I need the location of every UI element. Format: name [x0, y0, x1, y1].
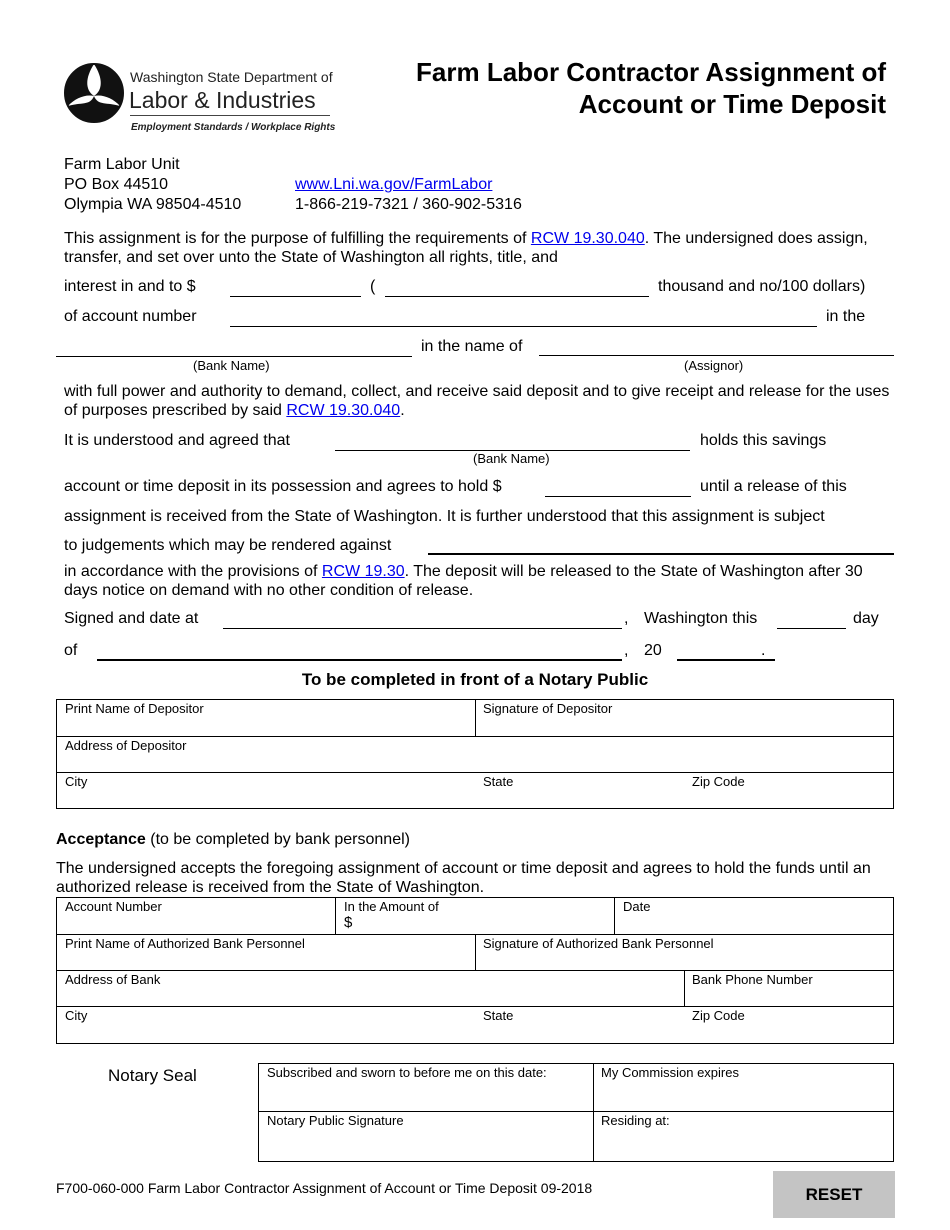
notary-seal-label: Notary Seal [108, 1066, 197, 1085]
city-depositor-label: City [65, 774, 88, 789]
logo-line2: Labor & Industries [129, 87, 316, 113]
zip-bank-label: Zip Code [692, 1008, 745, 1023]
amount-in-words-field[interactable] [385, 296, 649, 297]
day-label: day [853, 610, 879, 627]
residing-label: Residing at: [601, 1113, 670, 1128]
subscribed-label: Subscribed and sworn to before me on this date: [267, 1065, 547, 1080]
state-bank-label: State [483, 1008, 514, 1023]
assignment-received-text: assignment is received from the State of Washington. It is further understood that this assignment is subject [64, 508, 825, 525]
holds-label: holds this savings [700, 432, 827, 449]
purpose-text-end: . The undersigned does assign, transfer, and set over unto the State of Washington all rights, title, and [64, 230, 868, 266]
city-state-zip-depositor-cell[interactable] [56, 772, 894, 809]
print-name-bank-label: Print Name of Authorized Bank Personnel [65, 936, 305, 951]
state-depositor-label: State [483, 774, 514, 789]
authority-text: with full power and authority to demand, collect, and receive said deposit and to give receipt and release for the uses of purposes prescribed by said [64, 383, 890, 419]
judgements-label: to judgements which may be rendered against [64, 537, 392, 554]
signature-bank-label: Signature of Authorized Bank Personnel [483, 936, 714, 951]
rcw-19-30-040-link[interactable]: RCW 19.30.040 [530, 230, 645, 247]
year-period: . [761, 642, 766, 659]
until-label: until a release of this [700, 478, 847, 495]
possession-label: account or time deposit in its possession and agrees to hold $ [64, 478, 502, 495]
provisions-text-start: in accordance with the provisions of [64, 563, 322, 580]
in-the-label: in the [826, 308, 866, 325]
print-name-depositor-label: Print Name of Depositor [65, 701, 204, 716]
bank-phone-label: Bank Phone Number [692, 972, 813, 987]
page-title [416, 56, 886, 120]
title-line2: Account or Time Deposit [578, 89, 886, 119]
authority-period: . [400, 402, 405, 419]
date-cell-label: Date [623, 899, 651, 914]
amount-dollar-sign: $ [344, 914, 353, 931]
bank-name-caption: (Bank Name) [193, 358, 270, 373]
hold-amount-field[interactable] [545, 496, 691, 497]
signed-comma: , [624, 610, 629, 627]
month-field[interactable] [97, 659, 622, 661]
notary-section-heading: To be completed in front of a Notary Public [301, 670, 649, 689]
bank-name-field[interactable] [56, 356, 412, 357]
account-number-field[interactable] [230, 326, 817, 327]
signature-depositor-label: Signature of Depositor [483, 701, 613, 716]
city-bank-label: City [65, 1008, 88, 1023]
reset-button[interactable]: RESET [773, 1171, 895, 1218]
assignor-caption: (Assignor) [684, 358, 744, 373]
form-id: F700-060-000 Farm Labor Contractor Assignment of Account or Time Deposit 09-2018 [56, 1180, 593, 1196]
washington-this-label: Washington this [644, 610, 758, 627]
paragraph-purpose [64, 229, 890, 267]
city-state-zip-bank-cell[interactable] [56, 1006, 894, 1044]
commission-label: My Commission expires [601, 1065, 739, 1080]
city-zip: Olympia WA 98504-4510 [64, 196, 242, 213]
title-line1: Farm Labor Contractor Assignment of [416, 57, 886, 87]
acceptance-text: The undersigned accepts the foregoing assignment of account or time deposit and agrees to hold the funds until an authorized release is received from the State of Washington. [56, 860, 871, 896]
rcw-19-30-040-link-2[interactable]: RCW 19.30.040 [286, 402, 401, 419]
logo-line1: Washington State Department of [130, 69, 333, 85]
of-comma: , [624, 642, 629, 659]
notary-signature-label: Notary Public Signature [267, 1113, 404, 1128]
open-paren: ( [370, 278, 376, 295]
date-cell[interactable] [614, 897, 894, 935]
po-box: PO Box 44510 [64, 176, 169, 193]
day-field[interactable] [777, 628, 846, 629]
unit-name: Farm Labor Unit [64, 156, 180, 173]
amount-cell-label: In the Amount of [344, 899, 439, 914]
paragraph-authority [64, 382, 894, 420]
account-number-cell-label: Account Number [65, 899, 162, 914]
rcw-19-30-link[interactable]: RCW 19.30 [321, 563, 405, 580]
logo-divider [130, 115, 330, 116]
assignor-field[interactable] [539, 355, 894, 356]
paragraph-provisions [64, 562, 890, 600]
purpose-text-start: This assignment is for the purpose of fulfilling the requirements of [64, 230, 531, 247]
zip-depositor-label: Zip Code [692, 774, 745, 789]
address-bank-label: Address of Bank [65, 972, 161, 987]
in-the-name-of-label: in the name of [421, 338, 523, 355]
phone-numbers: 1-866-219-7321 / 360-902-5316 [295, 196, 522, 213]
account-number-label: of account number [64, 308, 197, 325]
provisions-text-end: . The deposit will be released to the State of Washington after 30 days notice on demand with no other condition of release. [64, 563, 863, 599]
judgements-against-field[interactable] [428, 553, 894, 555]
acceptance-heading-bold: Acceptance [56, 831, 146, 848]
signed-location-field[interactable] [223, 628, 622, 629]
address-depositor-label: Address of Depositor [65, 738, 187, 753]
acceptance-heading [56, 830, 410, 849]
interest-label: interest in and to $ [64, 278, 196, 295]
year-prefix: 20 [644, 642, 662, 659]
bank-name-caption-2: (Bank Name) [473, 451, 550, 466]
of-label: of [64, 642, 78, 659]
lni-logo-icon [63, 62, 125, 124]
signed-label: Signed and date at [64, 610, 199, 627]
acceptance-heading-rest: (to be completed by bank personnel) [145, 831, 410, 848]
understood-label: It is understood and agreed that [64, 432, 290, 449]
logo-tagline: Employment Standards / Workplace Rights [131, 122, 336, 133]
website-link[interactable]: www.Lni.wa.gov/FarmLabor [295, 176, 493, 193]
thousand-label: thousand and no/100 dollars) [658, 278, 866, 295]
interest-amount-field[interactable] [230, 296, 361, 297]
